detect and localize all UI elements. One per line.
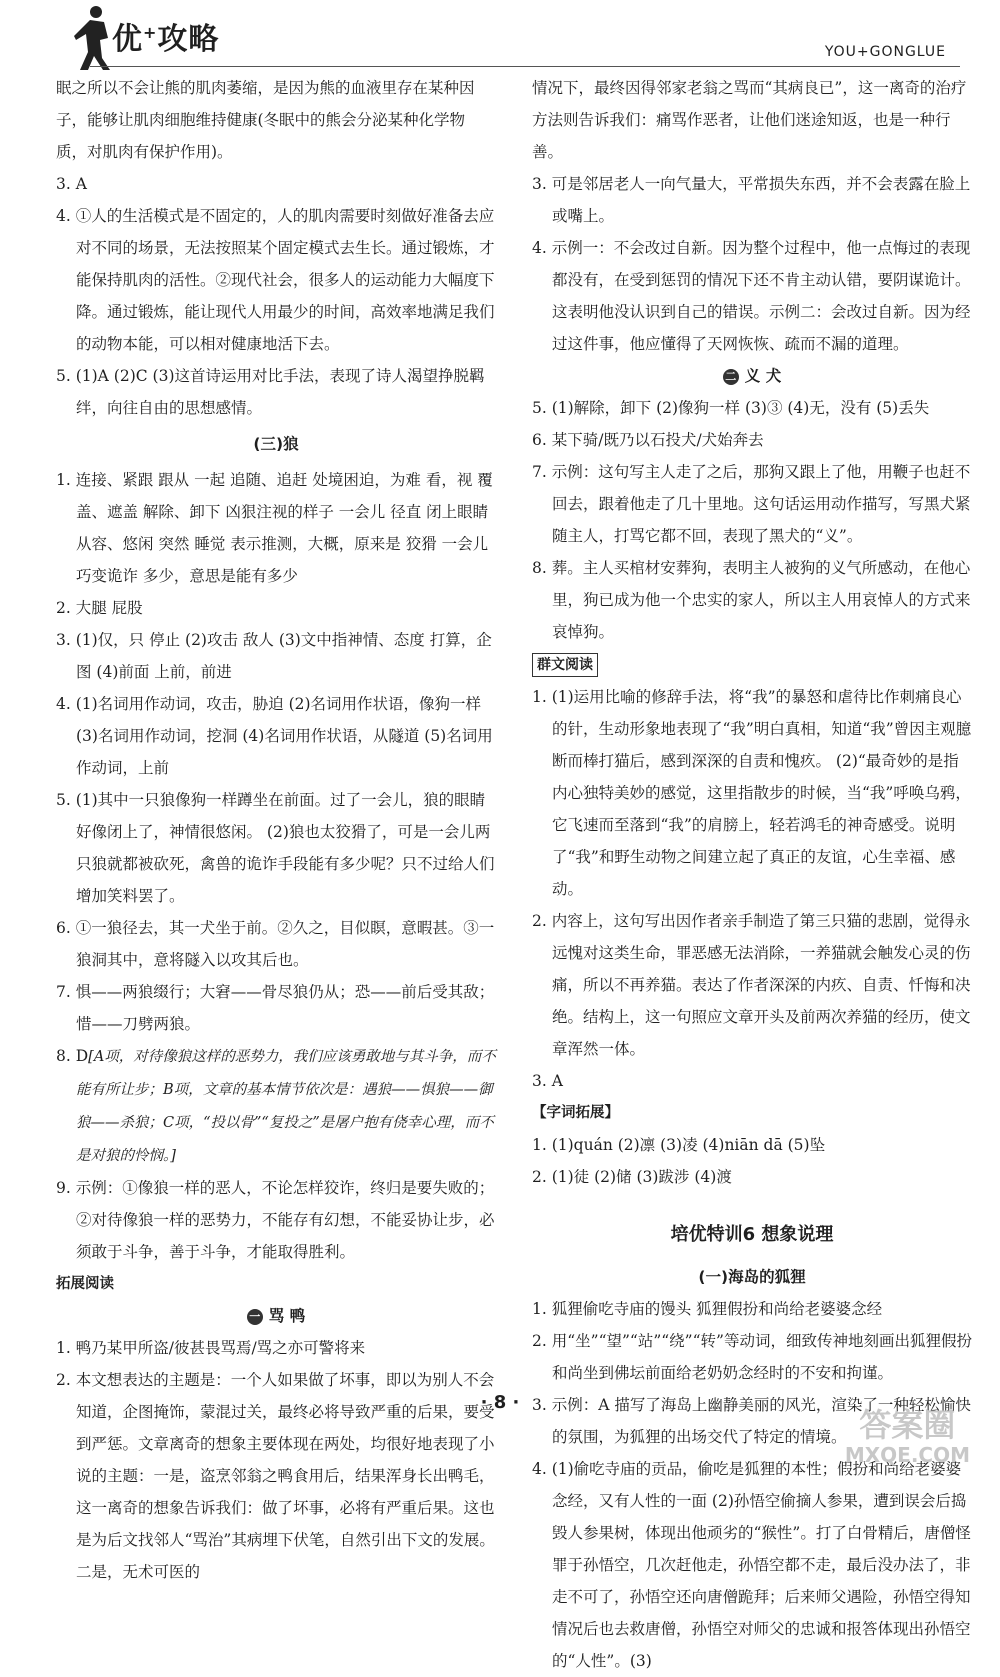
number-badge: 二 [723,369,739,385]
header-brand: YOU+GONGLUE [824,44,946,60]
answer-item: 5. (1)A (2)C (3)这首诗运用对比手法，表现了诗人渴望挣脱羁绊，向往自由的思想感情。 [56,367,485,417]
answer-item: 3. 可是邻居老人一向气量大，平常损失东西，并不会表露在脸上或嘴上。 [532,175,971,225]
answer-item: 6. 某下骑/既乃以石投犬/犬始奔去 [532,431,764,449]
answer-item: 2. (1)徒 (2)储 (3)跋涉 (4)渡 [532,1168,732,1186]
answer-note: [A项，对待像狼这样的恶势力，我们应该勇敢地与其斗争，而不能有所让步；B项，文章的基本情节依次是：遇狼——惧狼——御狼——杀狼；C项，“投以骨”“复投之”是屠户抱有侥幸心理，而不是对狼的怜悯。] [76,1049,496,1164]
unit-title: 培优特训6 想象说理 [670,1224,834,1245]
answer-item: 5. (1)其中一只狼像狗一样蹲坐在前面。过了一会儿，狼的眼睛好像闭上了，神情很悠闲。 (2)狼也太狡猾了，可是一会儿两只狼就都被砍死，禽兽的诡诈手段能有多少呢？只不过给人们增加笑料罢了。 [56,791,495,905]
page-header [60,0,960,78]
answer-item: 1. 狐狸偷吃寺庙的馒头 狐狸假扮和尚给老婆婆念经 [532,1300,883,1318]
answer-item: 2. 内容上，这句写出因作者亲手制造了第三只猫的悲剧，觉得永远愧对这类生命，罪恶感无法消除，一养猫就会触发心灵的伤痛，所以不再养猫。表达了作者深深的内疚、自责、忏悔和决绝。结构上，这一句照应文章开头及前两次养猫的经历，使文章浑然一体。 [532,912,971,1058]
runner-logo-icon [70,4,118,72]
paragraph: 情况下，最终因得邻家老翁之骂而“其病良已”，这一离奇的治疗方法则告诉我们：痛骂作恶者，让他们迷途知返，也是一种行善。 [532,79,967,161]
subsection-title: 二 义 犬 [532,360,972,392]
left-column [56,72,496,1588]
answer-item: 5. (1)解除，卸下 (2)像狗一样 (3)③ (4)无，没有 (5)丢失 [532,399,930,417]
answer-item: 9. 示例：①像狼一样的恶人，不论怎样狡诈，终归是要失败的；②对待像狼一样的恶势力，不能存有幻想，不能妥协让步，必须敢于斗争，善于斗争，才能取得胜利。 [56,1179,495,1261]
answer-item: 1. (1)运用比喻的修辞手法，将“我”的暴怒和虐待比作刺痛良心的针，生动形象地表现了“我”明白真相，知道“我”曾因主观臆断而棒打猫后，感到深深的自责和愧疚。 (2)“最奇妙的是指内心独特美妙的感觉，这里指散步的时候，当“我”呼唤乌鸦，它飞速而至落到“我”的肩膀上，轻若鸿毛的神奇感受。说明了“我”和野生动物之间建立起了真正的友谊，心生幸福、感动。 [532,688,972,898]
answer-item: 6. ①一狼径去，其一犬坐于前。②久之，目似瞑，意暇甚。③一狼洞其中，意将隧入以攻其后也。 [56,919,495,969]
subsection-title: 一 骂 鸭 [56,1300,496,1332]
answer-item: 3. A [532,1072,563,1090]
answer-item: 8. 葬。主人买棺材安葬狗，表明主人被狗的义气所感动，在他心里，狗已成为他一个忠实的家人，所以主人用哀悼人的方式来哀悼狗。 [532,559,971,641]
answer-item: 1. 连接、紧跟 跟从 一起 追随、追赶 处境困迫，为难 看，视 覆盖、遮盖 解除、卸下 凶狠注视的样子 一会儿 径直 闭上眼睛 从容、悠闲 突然 睡觉 表示推测，大概，原来是 狡猾 一会儿 巧变诡诈 多少，意思是能有多少 [56,471,493,585]
answer-item: 7. 惧——两狼缀行；大窘——骨尽狼仍从；恐——前后受其敌；惜——刀劈两狼。 [56,983,495,1033]
logo-text: 优+攻略 [112,22,220,57]
section-title: (三)狼 [253,435,299,453]
header-rule [90,66,960,67]
answer-item: 2. 本文想表达的主题是：一个人如果做了坏事，即以为别人不会知道，企图掩饰，蒙混过关，最终必将导致严重的后果，要受到严惩。文章离奇的想象主要体现在两处，均很好地表现了小说的主题：一是，盗烹邻翁之鸭食用后，结果浑身长出鸭毛，这一离奇的想象告诉我们：做了坏事，必将有严重后果。这也是为后文找邻人“骂治”其病埋下伏笔，自然引出下文的发展。二是，无术可医的 [56,1371,495,1581]
section-label: 【字词拓展】 [532,1105,619,1121]
number-badge: 一 [247,1309,263,1325]
section-label: 拓展阅读 [56,1276,114,1292]
watermark: 答案圈 MXQE.COM [844,1406,970,1467]
answer-item: 3. (1)仅，只 停止 (2)攻击 敌人 (3)文中指神情、态度 打算，企图 (4)前面 上前，前进 [56,631,492,681]
section-label: 群文阅读 [532,653,598,677]
answer-item: 1. (1)quán (2)凛 (3)凌 (4)niān dā (5)坠 [532,1136,826,1154]
section-title: (一)海岛的狐狸 [698,1268,806,1286]
answer-item: 4. ①人的生活模式是不固定的，人的肌肉需要时刻做好准备去应对不同的场景，无法按照某个固定模式去生长。通过锻炼，才能保持肌肉的活性。②现代社会，很多人的运动能力大幅度下降。通过锻炼，能让现代人用最少的时间，高效率地满足我们的动物本能，可以相对健康地活下去。 [56,207,495,353]
answer-item: 8. D[A项，对待像狼这样的恶势力，我们应该勇敢地与其斗争，而不能有所让步；B项，文章的基本情节依次是：遇狼——惧狼——御狼——杀狼；C项，“投以骨”“复投之”是屠户抱有侥幸心理，而不是对狼的怜悯。] [56,1047,496,1164]
answer-item: 4. 示例一：不会改过自新。因为整个过程中，他一点悔过的表现都没有，在受到惩罚的情况下还不肯主动认错，要阴谋诡计。这表明他没认识到自己的错误。示例二：会改过自新。因为经过这件事，他应懂得了天网恢恢、疏而不漏的道理。 [532,239,971,353]
paragraph: 眠之所以不会让熊的肌肉萎缩，是因为熊的血液里存在某种因子，能够让肌肉细胞维持健康(冬眠中的熊会分泌某种化学物质，对肌肉有保护作用)。 [56,79,475,161]
answer-item: 2. 大腿 屁股 [56,599,143,617]
answer-item: 1. 鸭乃某甲所盗/彼甚畏骂焉/骂之亦可警将来 [56,1339,366,1357]
answer-item: 4. (1)名词用作动词，攻击，胁迫 (2)名词用作状语，像狗一样 (3)名词用作动词，挖洞 (4)名词用作状语，从隧道 (5)名词用作动词，上前 [56,695,493,777]
answer-item: 3. 示例：A 描写了海岛上幽静美丽的风光，渲染了一种轻松愉快的氛围，为狐狸的出场交代了特定的情境。 [532,1396,971,1446]
answer-item: 4. (1)偷吃寺庙的贡品，偷吃是狐狸的本性；假扮和尚给老婆婆念经，又有人性的一面 (2)孙悟空偷摘人参果，遭到误会后捣毁人参果树，体现出他顽劣的“猴性”。打了白骨精后，唐僧怪罪于孙悟空，几次赶他走，孙悟空都不走，最后没办法了，非走不可了，孙悟空还向唐僧跪拜；后来师父遇险，孙悟空得知情况后也去救唐僧，孙悟空对师父的忠诚和报答体现出孙悟空的“人性”。(3) [532,1460,971,1670]
answer-item: 2. 用“坐”“望”“站”“绕”“转”等动词，细致传神地刻画出狐狸假扮和尚坐到佛坛前面给老奶奶念经时的不安和拘谨。 [532,1332,972,1382]
answer-item: 7. 示例：这句写主人走了之后，那狗又跟上了他，用鞭子也赶不回去，跟着他走了几十里地。这句话运用动作描写，写黑犬紧随主人，打骂它都不回，表现了黑犬的“义”。 [532,463,971,545]
answer-item: 3. A [56,175,87,193]
page-number: · 8 · [480,1392,520,1413]
